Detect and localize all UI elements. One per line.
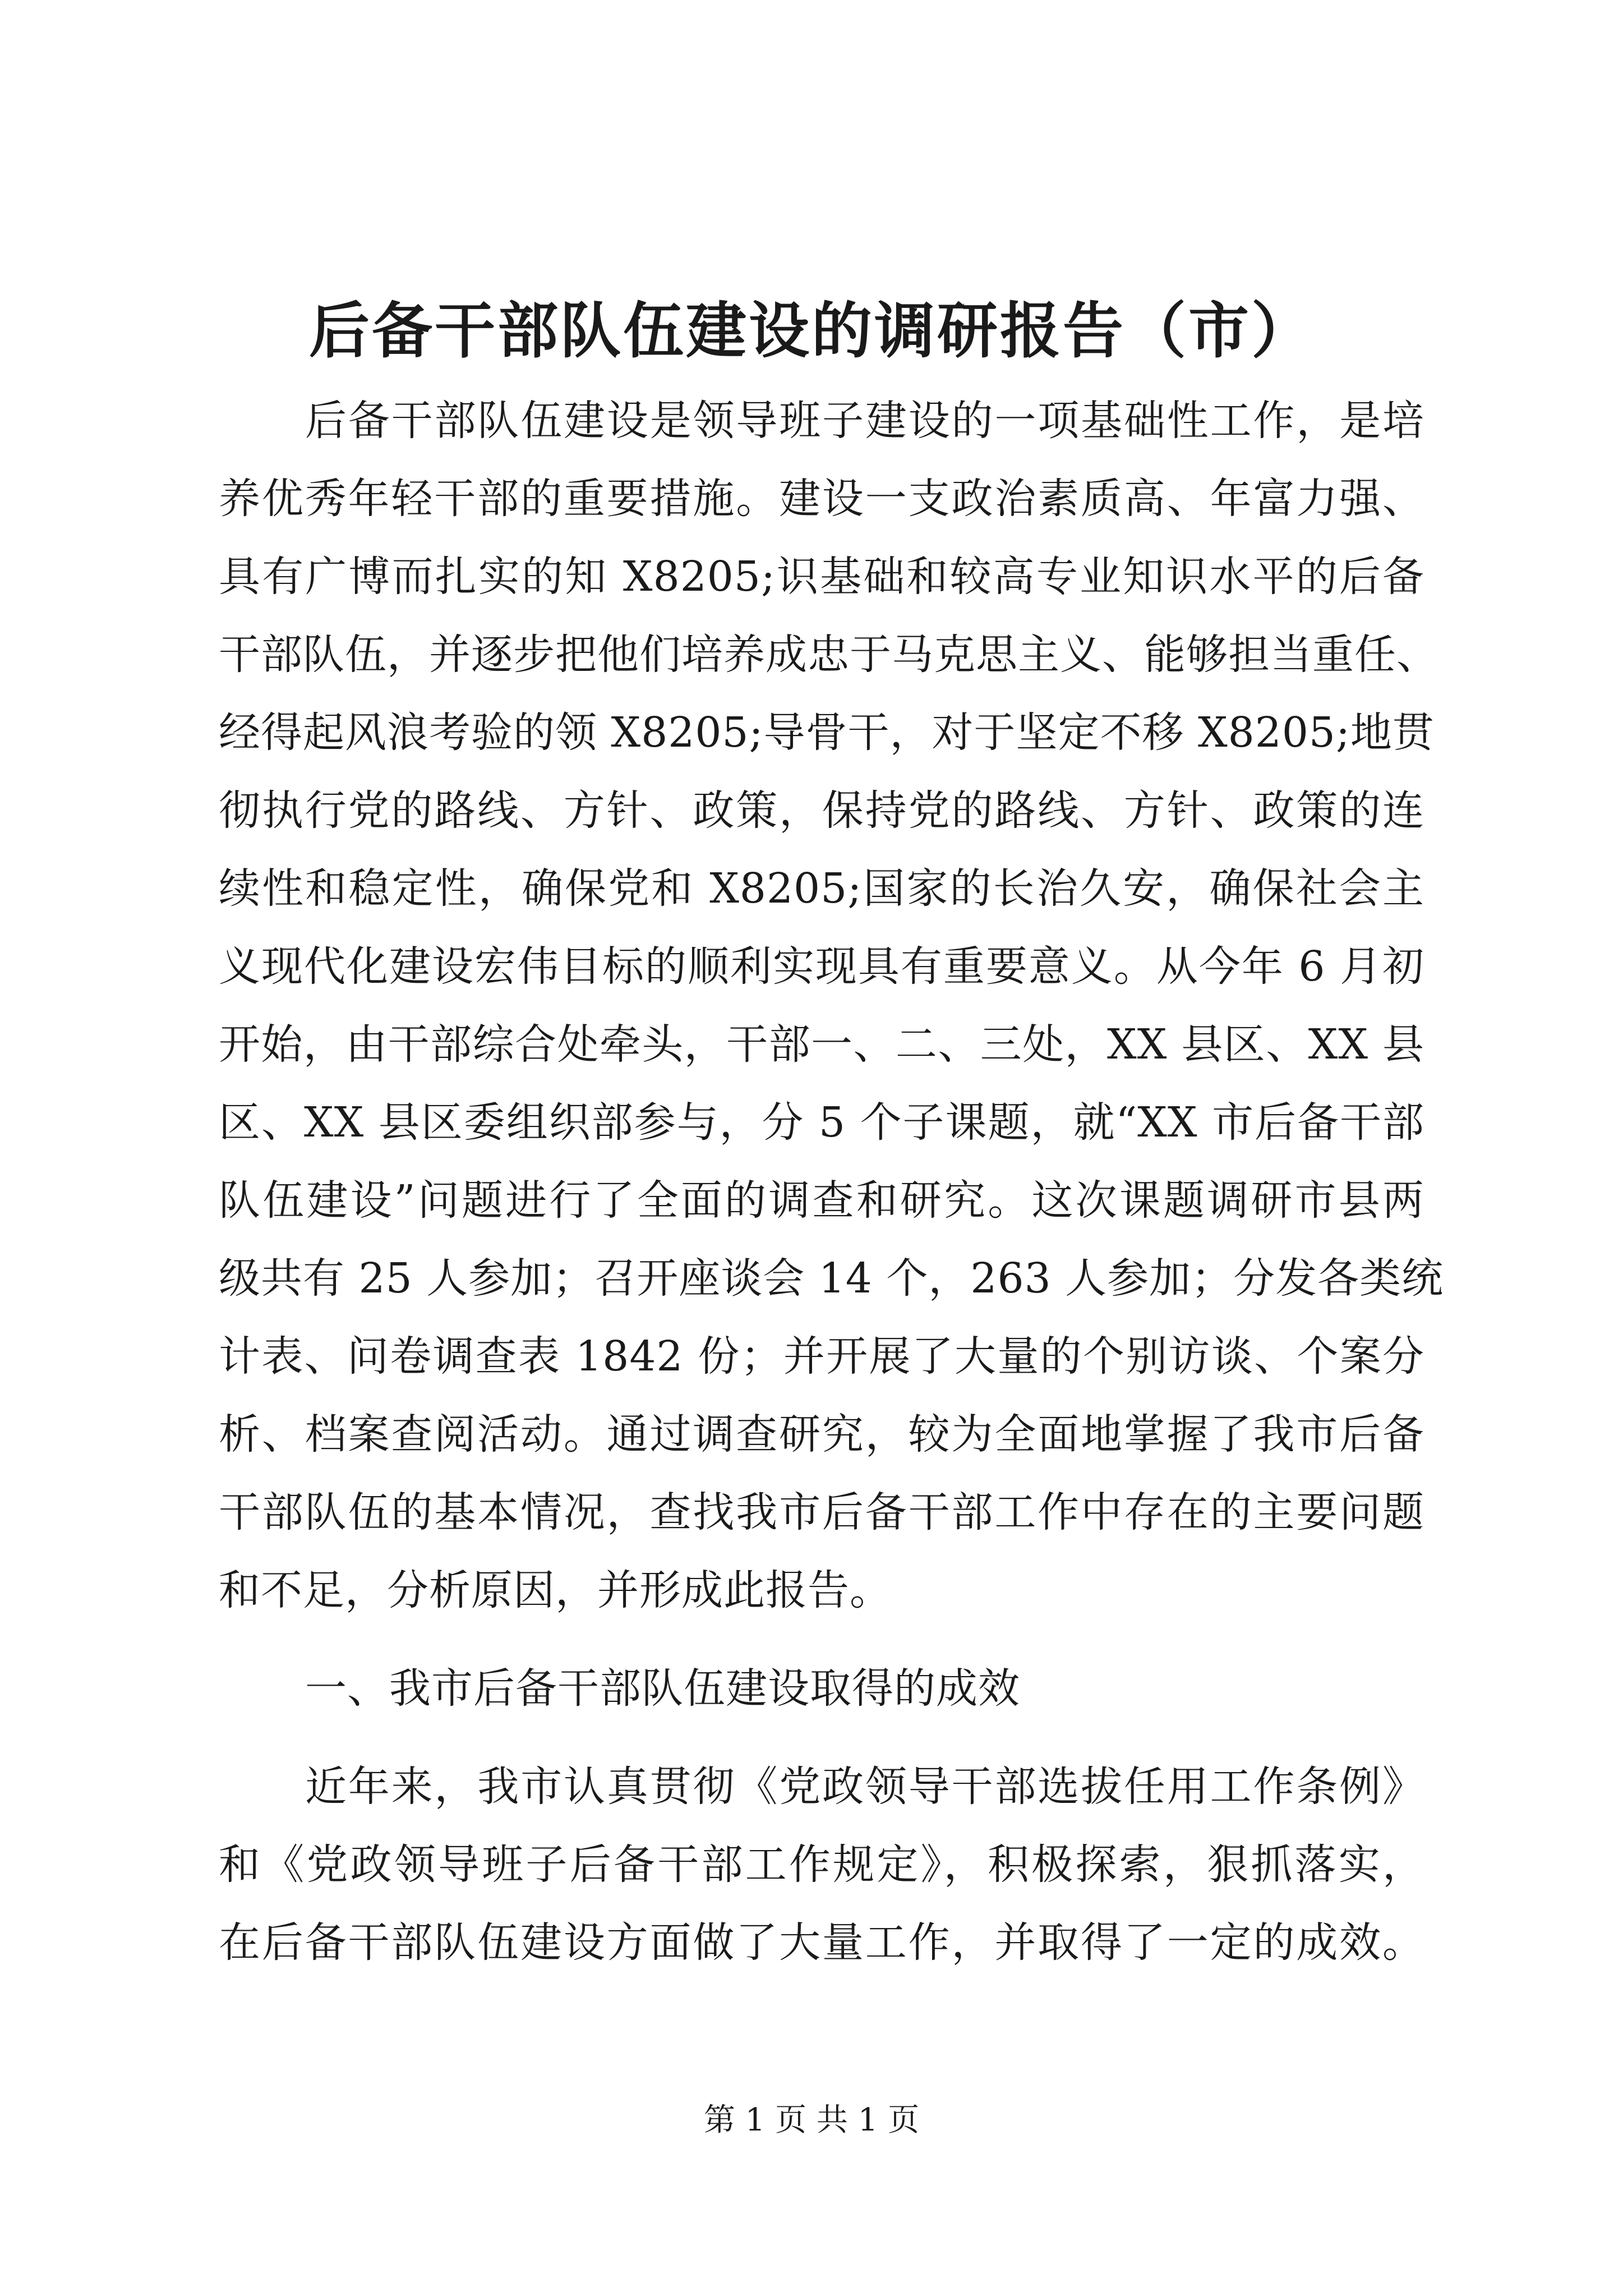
body-line: 干部队伍，并逐步把他们培养成忠于马克思主义、能够担当重任、	[219, 631, 1438, 679]
body-line: 彻执行党的路线、方针、政策，保持党的路线、方针、政策的连	[219, 786, 1424, 835]
body-line: 级共有 25 人参加；召开座谈会 14 个，263 人参加；分发各类统	[219, 1254, 1444, 1303]
document-title: 后备干部队伍建设的调研报告（市）	[308, 296, 1314, 366]
body-line: 队伍建设”问题进行了全面的调查和研究。这次课题调研市县两	[219, 1176, 1424, 1225]
body-line: 和不足，分析原因，并形成此报告。	[219, 1566, 892, 1614]
body-line: 开始，由干部综合处牵头，干部一、二、三处，XX 县区、XX 县	[219, 1020, 1424, 1069]
page-footer: 第 1 页 共 1 页	[703, 2102, 920, 2138]
body-line: 义现代化建设宏伟目标的顺利实现具有重要意义。从今年 6 月初	[219, 942, 1424, 991]
body-line: 续性和稳定性，确保党和 X8205;国家的长治久安，确保社会主	[219, 864, 1424, 913]
body-line: 后备干部队伍建设是领导班子建设的一项基础性工作，是培	[305, 397, 1424, 445]
body-line: 析、档案查阅活动。通过调查研究，较为全面地掌握了我市后备	[219, 1410, 1424, 1458]
body-line: 计表、问卷调查表 1842 份；并开展了大量的个别访谈、个案分	[219, 1332, 1424, 1381]
body-line: 和《党政领导班子后备干部工作规定》，积极探索，狠抓落实，	[219, 1841, 1424, 1889]
body-line: 在后备干部队伍建设方面做了大量工作，并取得了一定的成效。	[219, 1918, 1424, 1967]
body-line: 区、XX 县区委组织部参与，分 5 个子课题，就“XX 市后备干部	[219, 1098, 1424, 1147]
body-line: 养优秀年轻干部的重要措施。建设一支政治素质高、年富力强、	[219, 475, 1424, 523]
body-line: 近年来，我市认真贯彻《党政领导干部选拔任用工作条例》	[305, 1763, 1424, 1811]
body-line: 经得起风浪考验的领 X8205;导骨干，对于坚定不移 X8205;地贯	[219, 708, 1435, 757]
body-line: 具有广博而扎实的知 X8205;识基础和较高专业知识水平的后备	[219, 553, 1424, 601]
section-heading: 一、我市后备干部队伍建设取得的成效	[305, 1664, 1020, 1713]
body-line: 干部队伍的基本情况，查找我市后备干部工作中存在的主要问题	[219, 1488, 1424, 1536]
